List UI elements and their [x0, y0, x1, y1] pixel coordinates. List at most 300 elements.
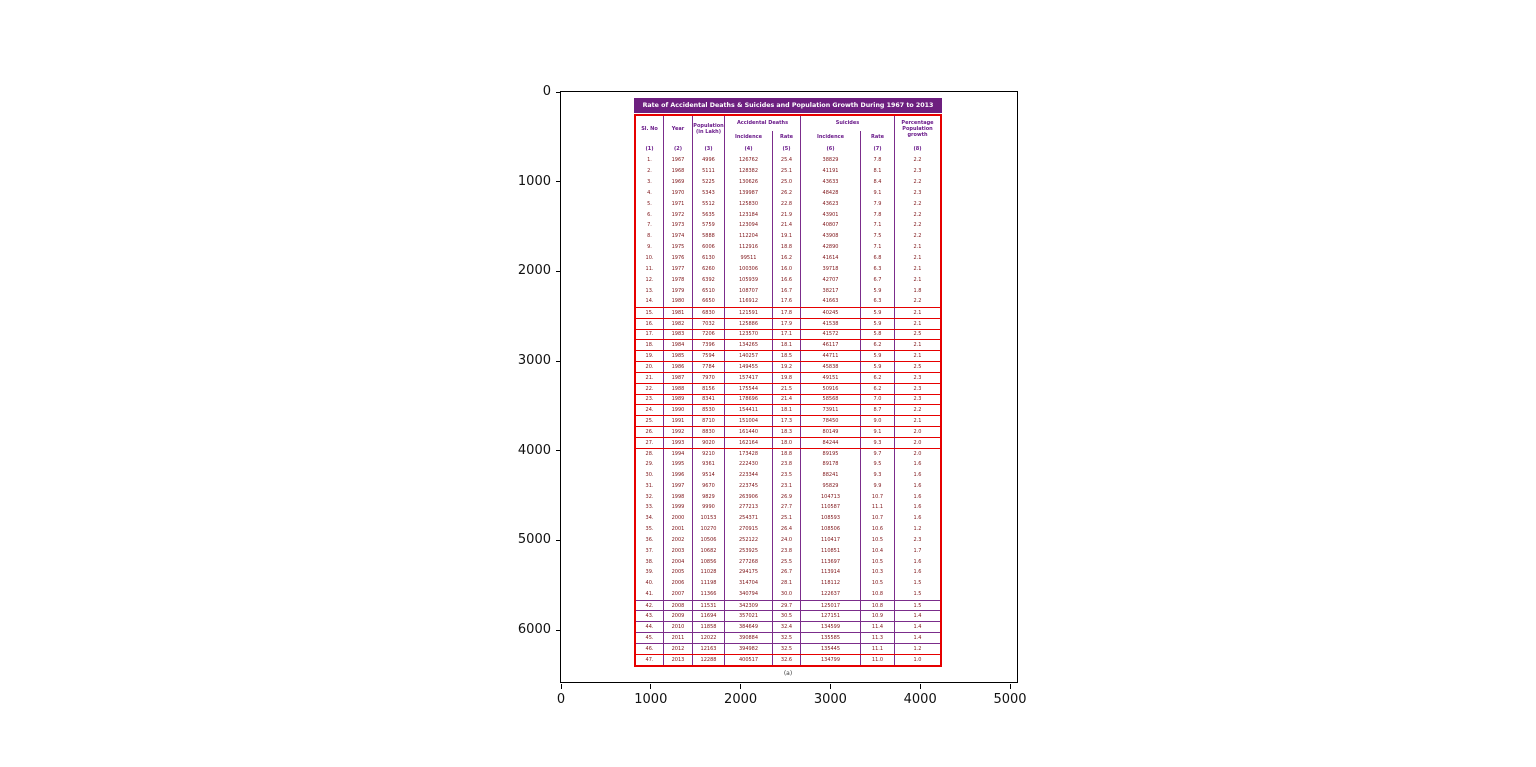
table-cell: 9670	[692, 480, 724, 491]
table-cell: 1985	[663, 351, 692, 361]
table-cell: 7.1	[860, 242, 894, 253]
table-image	[634, 98, 942, 677]
table-cell: 1968	[663, 166, 692, 177]
x-tick-mark	[920, 684, 921, 689]
table-row	[636, 329, 940, 340]
table-cell: 118112	[800, 578, 860, 589]
table-row	[636, 372, 940, 383]
table-cell: 2.1	[894, 319, 940, 329]
table-cell: 10.3	[860, 567, 894, 578]
table-cell: 1986	[663, 362, 692, 372]
table-cell: 2.3	[894, 384, 940, 394]
table-cell: 43901	[800, 209, 860, 220]
table-cell: 5.8	[860, 330, 894, 340]
table-cell: 18.5	[772, 351, 800, 361]
col-header-sl-no: Sl. No	[641, 126, 658, 133]
y-tick-mark	[556, 450, 561, 451]
table-rows	[636, 155, 940, 665]
table-cell: 2.2	[894, 220, 940, 231]
table-cell: 2.1	[894, 242, 940, 253]
table-cell: 19.1	[772, 231, 800, 242]
col-number: (8)	[894, 144, 940, 155]
table-cell: 73911	[800, 405, 860, 415]
table-cell: 2.3	[894, 395, 940, 405]
table-cell: 2011	[663, 633, 692, 643]
table-cell: 10.5	[860, 556, 894, 567]
table-cell: 6.3	[860, 263, 894, 274]
table-cell: 44711	[800, 351, 860, 361]
table-cell: 112204	[724, 231, 772, 242]
table-cell: 26.7	[772, 567, 800, 578]
table-cell: 22.8	[772, 198, 800, 209]
table-row	[636, 535, 940, 546]
table-cell: 9210	[692, 449, 724, 459]
col-number: (4)	[724, 144, 772, 155]
table-row	[636, 589, 940, 600]
table-cell: 11.4	[860, 622, 894, 632]
x-tick-label: 2000	[724, 692, 758, 707]
table-cell: 28.1	[772, 578, 800, 589]
table-cell: 2007	[663, 589, 692, 600]
table-cell: 18.1	[772, 340, 800, 350]
table-cell: 1.5	[894, 601, 940, 611]
table-cell: 11.1	[860, 644, 894, 654]
table-cell: 100306	[724, 263, 772, 274]
table-cell: 1990	[663, 405, 692, 415]
table-cell: 223745	[724, 480, 772, 491]
table-cell: 23.8	[772, 545, 800, 556]
table-cell: 30.5	[772, 611, 800, 621]
table-cell: 18.8	[772, 242, 800, 253]
table-cell: 394982	[724, 644, 772, 654]
table-cell: 2002	[663, 535, 692, 546]
x-tick-mark	[830, 684, 831, 689]
table-cell: 10.7	[860, 491, 894, 502]
y-tick-label: 2000	[517, 263, 551, 279]
table-cell: 80149	[800, 427, 860, 437]
table-cell: 12288	[692, 655, 724, 665]
col-header-accd-rate: Rate	[772, 131, 800, 144]
table-cell: 6.3	[860, 296, 894, 307]
table-cell: 1.0	[894, 655, 940, 665]
table-cell: 2.1	[894, 263, 940, 274]
table-cell: 128382	[724, 166, 772, 177]
table-cell: 18.1	[772, 405, 800, 415]
table-cell: 154411	[724, 405, 772, 415]
x-tick-label: 3000	[813, 692, 847, 707]
table-cell: 9829	[692, 491, 724, 502]
table-cell: 5111	[692, 166, 724, 177]
table-cell: 46.	[645, 645, 654, 652]
table-cell: 1994	[663, 449, 692, 459]
table-cell: 9.1	[860, 427, 894, 437]
table-cell: 16.0	[772, 263, 800, 274]
table-cell: 1.4	[894, 622, 940, 632]
table-cell: 6006	[692, 242, 724, 253]
table-cell: 1984	[663, 340, 692, 350]
table-cell: 8.4	[860, 177, 894, 188]
col-header-percentage-growth: Percentage Population growth	[894, 116, 940, 144]
table-cell: 39718	[800, 263, 860, 274]
table-row	[636, 166, 940, 177]
table-cell: 18.	[645, 342, 654, 349]
table-cell: 2004	[663, 556, 692, 567]
table-cell: 175544	[724, 384, 772, 394]
table-row	[636, 383, 940, 394]
table-cell: 2.2	[894, 155, 940, 166]
table-cell: 1997	[663, 480, 692, 491]
table-cell: 25.4	[772, 155, 800, 166]
table-cell: 7396	[692, 340, 724, 350]
table-cell: 277213	[724, 502, 772, 513]
table-cell: 3.	[647, 179, 652, 186]
table-cell: 110587	[800, 502, 860, 513]
table-row	[636, 242, 940, 253]
table-cell: 2.2	[894, 177, 940, 188]
table-cell: 8830	[692, 427, 724, 437]
table-cell: 7.5	[860, 231, 894, 242]
table-row	[636, 361, 940, 372]
plot-axes	[517, 84, 1027, 707]
x-tick-mark	[1010, 684, 1011, 689]
table-cell: 88241	[800, 469, 860, 480]
table-cell: 108707	[724, 285, 772, 296]
table-cell: 10.9	[860, 611, 894, 621]
table-body	[634, 114, 942, 667]
table-cell: 2.3	[894, 188, 940, 199]
table-cell: 42890	[800, 242, 860, 253]
table-cell: 1982	[663, 319, 692, 329]
col-number: (3)	[692, 144, 724, 155]
table-cell: 49151	[800, 373, 860, 383]
table-cell: 384649	[724, 622, 772, 632]
table-row	[636, 318, 940, 329]
table-cell: 2.2	[894, 231, 940, 242]
table-cell: 5.9	[860, 285, 894, 296]
table-cell: 123184	[724, 209, 772, 220]
table-row	[636, 415, 940, 426]
table-cell: 6.	[647, 211, 652, 218]
table-cell: 125886	[724, 319, 772, 329]
table-cell: 25.5	[772, 556, 800, 567]
table-cell: 1.6	[894, 480, 940, 491]
table-cell: 126762	[724, 155, 772, 166]
table-cell: 125830	[724, 198, 772, 209]
y-tick-label: 3000	[517, 353, 551, 368]
table-cell: 25.1	[772, 513, 800, 524]
table-cell: 254371	[724, 513, 772, 524]
table-cell: 2010	[663, 622, 692, 632]
table-cell: 19.8	[772, 373, 800, 383]
table-row	[636, 610, 940, 621]
table-cell: 9990	[692, 502, 724, 513]
table-cell: 6.7	[860, 274, 894, 285]
table-cell: 2.1	[894, 308, 940, 318]
y-tick-label: 1000	[517, 173, 551, 189]
col-header-suicide-incidence: Incidence	[800, 131, 860, 144]
table-cell: 41572	[800, 330, 860, 340]
table-cell: 11531	[692, 601, 724, 611]
table-cell: 2.3	[894, 166, 940, 177]
table-cell: 105939	[724, 274, 772, 285]
table-cell: 7594	[692, 351, 724, 361]
table-cell: 46117	[800, 340, 860, 350]
table-cell: 270915	[724, 524, 772, 535]
table-cell: 6392	[692, 274, 724, 285]
col-header-year: Year	[663, 116, 692, 144]
table-cell: 12163	[692, 644, 724, 654]
x-tick-mark	[650, 684, 651, 689]
table-row	[636, 231, 940, 242]
table-cell: 32.4	[772, 622, 800, 632]
table-cell: 1983	[663, 330, 692, 340]
table-cell: 112916	[724, 242, 772, 253]
table-cell: 157417	[724, 373, 772, 383]
table-cell: 12.	[645, 276, 654, 283]
table-cell: 1.2	[894, 524, 940, 535]
table-cell: 32.5	[772, 633, 800, 643]
table-cell: 26.9	[772, 491, 800, 502]
x-tick-label: 0	[556, 692, 566, 707]
table-cell: 5635	[692, 209, 724, 220]
table-cell: 2012	[663, 644, 692, 654]
table-cell: 134265	[724, 340, 772, 350]
table-cell: 2.1	[894, 274, 940, 285]
table-cell: 40245	[800, 308, 860, 318]
table-cell: 10.	[645, 255, 654, 262]
y-tick-label: 6000	[517, 622, 551, 637]
table-cell: 23.5	[772, 469, 800, 480]
table-cell: 26.	[645, 429, 654, 436]
table-cell: 26.4	[772, 524, 800, 535]
table-row	[636, 459, 940, 470]
table-cell: 7.0	[860, 395, 894, 405]
table-cell: 1970	[663, 188, 692, 199]
table-cell: 110417	[800, 535, 860, 546]
table-row	[636, 654, 940, 665]
table-cell: 178696	[724, 395, 772, 405]
table-cell: 2.2	[894, 198, 940, 209]
table-cell: 5512	[692, 198, 724, 209]
table-cell: 6830	[692, 308, 724, 318]
table-cell: 10.4	[860, 545, 894, 556]
table-cell: 48428	[800, 188, 860, 199]
table-cell: 6650	[692, 296, 724, 307]
col-header-suicide-rate: Rate	[860, 131, 894, 144]
table-cell: 1992	[663, 427, 692, 437]
table-cell: 8156	[692, 384, 724, 394]
table-cell: 130626	[724, 177, 772, 188]
col-header-accd-incidence: Incidence	[724, 131, 772, 144]
table-cell: 41.	[645, 591, 654, 598]
table-cell: 2.5	[894, 362, 940, 372]
x-tick-mark	[561, 684, 562, 689]
table-cell: 2009	[663, 611, 692, 621]
table-cell: 50916	[800, 384, 860, 394]
table-cell: 125017	[800, 601, 860, 611]
table-cell: 12022	[692, 633, 724, 643]
table-cell: 1975	[663, 242, 692, 253]
table-cell: 1.2	[894, 644, 940, 654]
table-cell: 30.0	[772, 589, 800, 600]
table-cell: 8530	[692, 405, 724, 415]
table-cell: 1.8	[894, 285, 940, 296]
table-cell: 8.	[647, 233, 652, 240]
table-cell: 1.	[647, 157, 652, 164]
table-row	[636, 296, 940, 307]
table-cell: 4.	[647, 189, 652, 196]
table-cell: 10856	[692, 556, 724, 567]
table-cell: 11694	[692, 611, 724, 621]
table-cell: 14.	[645, 298, 654, 305]
table-cell: 5343	[692, 188, 724, 199]
table-cell: 10.7	[860, 513, 894, 524]
table-cell: 11.0	[860, 655, 894, 665]
table-cell: 140257	[724, 351, 772, 361]
table-row	[636, 307, 940, 318]
table-cell: 5.9	[860, 319, 894, 329]
table-cell: 2.0	[894, 449, 940, 459]
table-cell: 29.	[645, 461, 654, 468]
col-number: (5)	[772, 144, 800, 155]
table-cell: 16.6	[772, 274, 800, 285]
table-row	[636, 274, 940, 285]
table-cell: 2.0	[894, 438, 940, 448]
table-cell: 7.8	[860, 155, 894, 166]
table-cell: 135585	[800, 633, 860, 643]
table-cell: 127151	[800, 611, 860, 621]
table-cell: 45838	[800, 362, 860, 372]
table-cell: 9361	[692, 459, 724, 470]
table-cell: 89195	[800, 449, 860, 459]
table-cell: 40.	[645, 580, 654, 587]
table-cell: 21.	[645, 374, 654, 381]
table-cell: 1979	[663, 285, 692, 296]
table-cell: 6.2	[860, 340, 894, 350]
table-row	[636, 188, 940, 199]
table-cell: 113914	[800, 567, 860, 578]
table-cell: 16.2	[772, 253, 800, 264]
table-row	[636, 480, 940, 491]
table-cell: 253925	[724, 545, 772, 556]
table-cell: 28.	[645, 450, 654, 457]
table-cell: 252122	[724, 535, 772, 546]
table-cell: 21.5	[772, 384, 800, 394]
table-cell: 1.6	[894, 556, 940, 567]
table-cell: 1991	[663, 416, 692, 426]
table-cell: 135445	[800, 644, 860, 654]
y-tick-mark	[556, 271, 561, 272]
table-caption: (a)	[783, 669, 793, 677]
table-cell: 9.9	[860, 480, 894, 491]
table-cell: 104713	[800, 491, 860, 502]
table-cell: 7970	[692, 373, 724, 383]
table-header	[636, 116, 940, 155]
table-cell: 8.1	[860, 166, 894, 177]
table-cell: 1977	[663, 263, 692, 274]
table-cell: 18.8	[772, 449, 800, 459]
table-row	[636, 155, 940, 166]
table-cell: 9.5	[860, 459, 894, 470]
table-cell: 1971	[663, 198, 692, 209]
table-cell: 149455	[724, 362, 772, 372]
table-cell: 38217	[800, 285, 860, 296]
table-cell: 7206	[692, 330, 724, 340]
table-row	[636, 177, 940, 188]
table-cell: 357021	[724, 611, 772, 621]
table-cell: 10506	[692, 535, 724, 546]
table-cell: 121591	[724, 308, 772, 318]
table-cell: 123094	[724, 220, 772, 231]
table-cell: 42.	[645, 602, 654, 609]
table-cell: 45.	[645, 635, 654, 642]
x-tick-label: 1000	[634, 692, 668, 707]
table-cell: 4996	[692, 155, 724, 166]
table-cell: 18.3	[772, 427, 800, 437]
table-cell: 41538	[800, 319, 860, 329]
table-row	[636, 600, 940, 611]
table-cell: 41663	[800, 296, 860, 307]
table-cell: 16.	[645, 320, 654, 327]
table-row	[636, 263, 940, 274]
table-cell: 7.	[647, 222, 652, 229]
table-cell: 9.3	[860, 469, 894, 480]
y-tick-label: 5000	[517, 532, 551, 548]
table-cell: 277268	[724, 556, 772, 567]
table-cell: 1.6	[894, 491, 940, 502]
table-cell: 25.	[645, 418, 654, 425]
table-cell: 2.3	[894, 535, 940, 546]
table-cell: 21.4	[772, 220, 800, 231]
table-cell: 11366	[692, 589, 724, 600]
table-cell: 43908	[800, 231, 860, 242]
table-cell: 2.5	[894, 330, 940, 340]
table-cell: 342309	[724, 601, 772, 611]
table-cell: 390884	[724, 633, 772, 643]
table-cell: 5.9	[860, 351, 894, 361]
table-cell: 2.1	[894, 351, 940, 361]
table-cell: 23.1	[772, 480, 800, 491]
table-cell: 23.8	[772, 459, 800, 470]
table-row	[636, 578, 940, 589]
table-cell: 17.8	[772, 308, 800, 318]
table-cell: 27.	[645, 439, 654, 446]
table-cell: 2003	[663, 545, 692, 556]
table-cell: 9.0	[860, 416, 894, 426]
table-cell: 10.8	[860, 601, 894, 611]
table-cell: 43623	[800, 198, 860, 209]
table-row	[636, 556, 940, 567]
table-cell: 1.4	[894, 611, 940, 621]
table-cell: 1988	[663, 384, 692, 394]
table-cell: 2006	[663, 578, 692, 589]
table-cell: 17.6	[772, 296, 800, 307]
table-cell: 2.3	[894, 373, 940, 383]
table-cell: 263906	[724, 491, 772, 502]
table-cell: 37.	[645, 547, 654, 554]
x-tick-label: 5000	[993, 692, 1027, 707]
table-cell: 8710	[692, 416, 724, 426]
table-cell: 1.6	[894, 567, 940, 578]
table-cell: 95829	[800, 480, 860, 491]
table-cell: 1.5	[894, 578, 940, 589]
x-tick-mark	[740, 684, 741, 689]
table-cell: 1.6	[894, 469, 940, 480]
table-cell: 5888	[692, 231, 724, 242]
y-tick-label: 4000	[517, 442, 551, 458]
table-cell: 17.1	[772, 330, 800, 340]
table-cell: 6.2	[860, 373, 894, 383]
